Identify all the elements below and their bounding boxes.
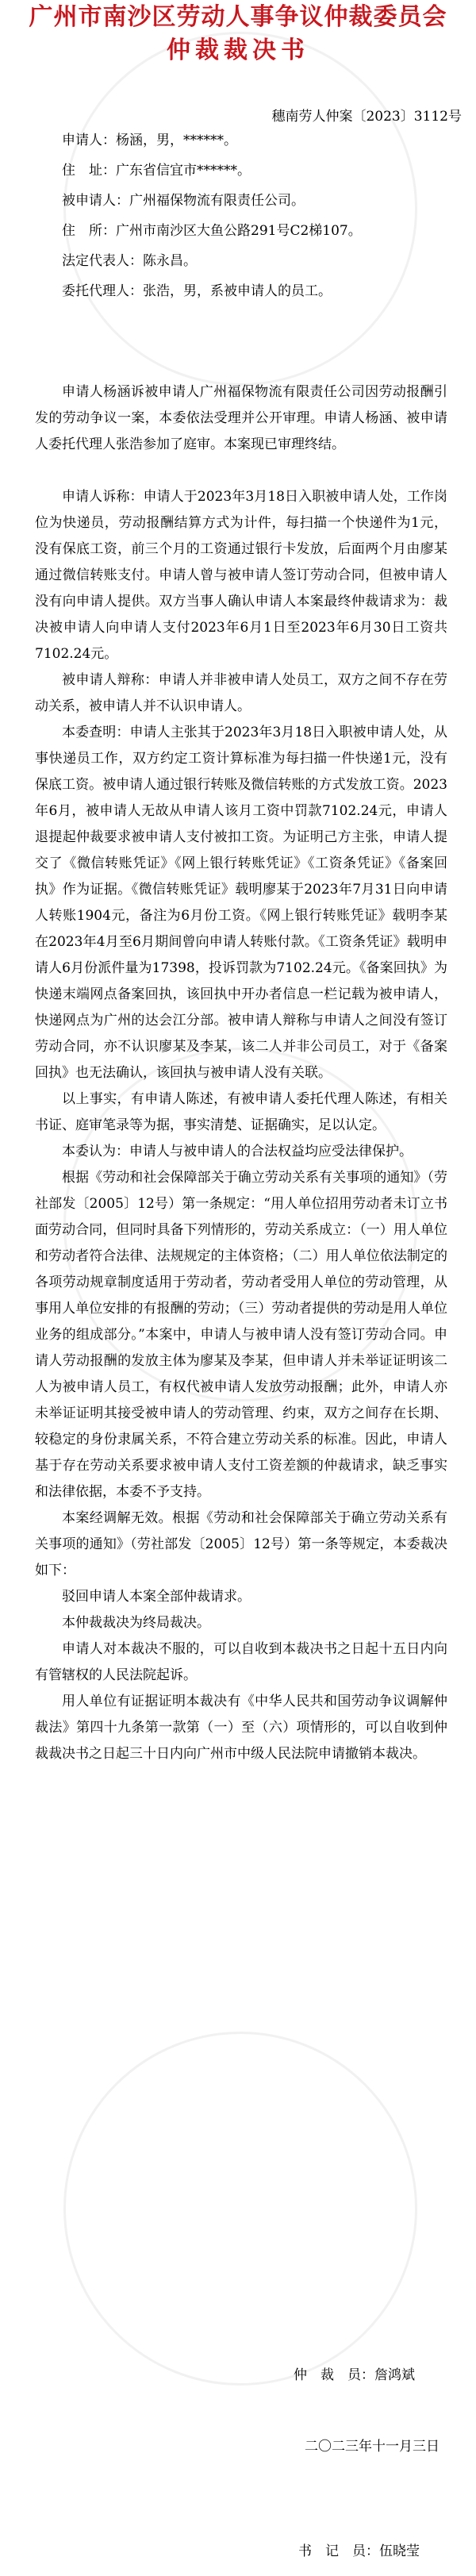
party-row-address — [0, 156, 476, 186]
arbitrator-label: 仲 裁 员： — [294, 2367, 374, 2383]
document-body — [35, 379, 447, 1767]
clerk-name: 伍晓莹 — [379, 2543, 420, 2559]
arbitrator-name: 詹鸿斌 — [374, 2367, 415, 2383]
party-label: 住 所： — [62, 223, 116, 239]
paragraph-defense: 被申请人辩称：申请人并非被申请人处员工，双方之间不存在劳动关系，被申请人并不认识申请人。 — [35, 672, 447, 714]
paragraph-ruling-intro: 本案经调解无效。根据《劳动和社会保障部关于确立劳动关系有关事项的通知》（劳社部发〔2005〕12号）第一条等规定，本委裁决如下： — [35, 1510, 447, 1578]
paragraph-evidence: 以上事实，有申请人陈述，有被申请人委托代理人陈述，有相关书证、庭审笔录等为据，事实清楚、证据确实，足以认定。 — [35, 1091, 447, 1133]
party-value: 杨涵，男，******。 — [116, 133, 237, 148]
ruling-date: 二〇二三年十一月三日 — [305, 2439, 440, 2455]
party-row-applicant — [0, 125, 476, 156]
clerk-label: 书 记 员： — [298, 2543, 379, 2559]
case-number: 穗南劳人仲案〔2023〕3112号 — [271, 109, 462, 125]
party-label: 申请人： — [62, 133, 116, 148]
party-value: 广州市南沙区大鱼公路291号C2梯107。 — [116, 223, 362, 239]
paragraph-revoke: 用人单位有证据证明本裁决有《中华人民共和国劳动争议调解仲裁法》第四十九条第一款第（一）至（六）项情形的，可以自收到仲裁裁决书之日起三十日内向广州市中级人民法院申请撤销本裁决。 — [35, 1694, 447, 1762]
party-label: 住 址： — [62, 163, 116, 179]
party-value: 陈永昌。 — [143, 253, 197, 269]
arbitrator-signature — [294, 2363, 415, 2387]
document-title: 仲裁裁决书 — [167, 37, 309, 64]
paragraph-opinion: 本委认为：申请人与被申请人的合法权益均应受法律保护。 — [62, 1144, 413, 1159]
watermark-seal — [63, 2032, 417, 2386]
party-label: 被申请人： — [62, 193, 129, 209]
party-label: 法定代表人： — [62, 253, 143, 269]
party-value: 广东省信宜市******。 — [116, 163, 251, 179]
committee-title: 广州市南沙区劳动人事争议仲裁委员会 — [29, 3, 447, 31]
paragraph-final: 本仲裁裁决为终局裁决。 — [62, 1615, 210, 1631]
party-row-legal-rep — [0, 246, 476, 276]
paragraph-claim: 申请人诉称：申请人于2023年3月18日入职被申请人处，工作岗位为快递员，劳动报酬结算方式为计件，每扫描一个快递件为1元，没有保底工资，前三个月的工资通过银行卡发放，后面两个月由廖某通过微信转账支付。申请人曾与被申请人签订劳动合同，但被申请人没有向申请人提供。双方当事人确认申请人本案最终仲裁请求为：裁决被申请人向申请人支付2023年6月1日至2023年6月30日工资共7102.24元。 — [35, 489, 447, 662]
paragraph-findings: 本委查明：申请人主张其于2023年3月18日入职被申请人处，从事快递员工作，双方约定工资计算标准为每扫描一件快递1元，没有保底工资。被申请人通过银行转账及微信转账的方式发放工资。2023年6月，被申请人无故从申请人该月工资中罚款7102.24元，申请人退提起仲裁要求被申请人支付被扣工资。为证明己方主张，申请人提交了《微信转账凭证》《网上银行转账凭证》《工资条凭证》《备案回执》作为证据。《微信转账凭证》载明廖某于2023年7月31日向申请人转账1904元，备注为6月份工资。《网上银行转账凭证》载明李某在2023年4月至6月期间曾向申请人转账付款。《工资条凭证》载明申请人6月份派件量为17398，投诉罚款为7102.24元。《备案回执》为快递末端网点备案回执，该回执中开办者信息一栏记载为被申请人，快递网点为广州的达会江分部。被申请人辩称与申请人之间没有签订劳动合同，亦不认识廖某及李某，该二人并非公司员工，对于《备案回执》也无法确认，该回执与被申请人没有关联。 — [35, 725, 447, 1081]
party-row-domicile — [0, 216, 476, 246]
party-info — [0, 125, 476, 306]
paragraph-ruling: 驳回申请人本案全部仲裁请求。 — [62, 1589, 251, 1605]
party-value: 广州福保物流有限责任公司。 — [129, 193, 305, 209]
paragraph-legal-basis: 根据《劳动和社会保障部关于确立劳动关系有关事项的通知》（劳社部发〔2005〕12号）第一条规定：“用人单位招用劳动者未订立书面劳动合同，但同时具备下列情形的，劳动关系成立：（一）用人单位和劳动者符合法律、法规规定的主体资格；（二）用人单位依法制定的各项劳动规章制度适用于劳动者，劳动者受用人单位的劳动管理，从事用人单位安排的有报酬的劳动；（三）劳动者提供的劳动是用人单位业务的组成部分。”本案中，申请人与被申请人没有签订劳动合同。申请人劳动报酬的发放主体为廖某及李某，但申请人并未举证证明该二人为被申请人员工，有权代被申请人发放劳动报酬；此外，申请人亦未举证证明其接受被申请人的劳动管理、约束，双方之间存在长期、较稳定的身份隶属关系，不符合建立劳动关系的标准。因此，申请人基于存在劳动关系要求被申请人支付工资差额的仲裁请求，缺乏事实和法律依据，本委不予支持。 — [35, 1170, 447, 1500]
party-row-agent — [0, 276, 476, 306]
paragraph-intro: 申请人杨涵诉被申请人广州福保物流有限责任公司因劳动报酬引发的劳动争议一案，本委依法受理并公开审理。申请人杨涵、被申请人委托代理人张浩参加了庭审。本案现已审理终结。 — [35, 384, 447, 452]
clerk-signature — [298, 2539, 420, 2563]
party-row-respondent — [0, 186, 476, 216]
paragraph-appeal: 申请人对本裁决不服的，可以自收到本裁决书之日起十五日内向有管辖权的人民法院起诉。 — [35, 1641, 447, 1683]
party-label: 委托代理人： — [62, 283, 143, 299]
party-value: 张浩，男，系被申请人的员工。 — [143, 283, 332, 299]
